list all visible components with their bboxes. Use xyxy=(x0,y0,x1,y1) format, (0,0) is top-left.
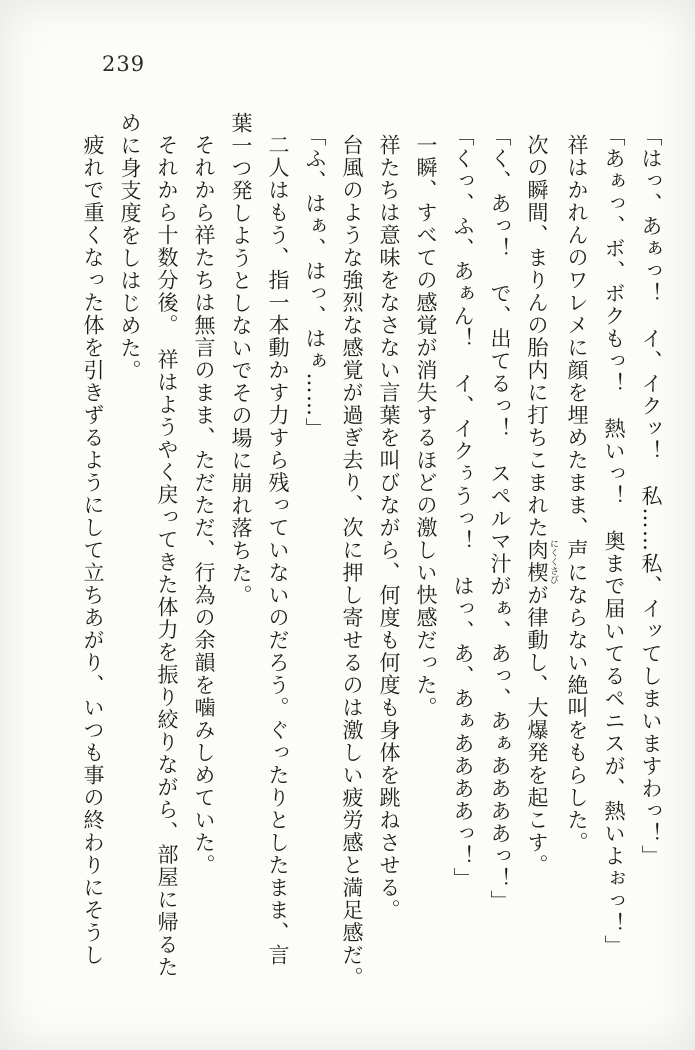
line-text: 疲れで重くなった体を引きずるようにして立ちあがり、いつも事の終わりにそうし xyxy=(81,134,105,967)
line-text: 葉一つ発しようとしないでその場に崩れ落ちた。 xyxy=(229,112,253,607)
line-text: 祥たちは意味をなさない言葉を叫びながら、何度も何度も身体を跳ねさせる。 xyxy=(377,134,401,922)
line-text: 一瞬、すべての感覚が消失するほどの激しい快感だった。 xyxy=(414,134,438,719)
page-number: 239 xyxy=(102,52,146,76)
text-line xyxy=(595,112,632,1018)
ruby-reading: にくくさび xyxy=(548,539,558,584)
text-line xyxy=(185,112,222,1018)
text-line xyxy=(333,112,370,1018)
line-text: めに身支度をしはじめた。 xyxy=(118,112,142,382)
line-text: 「く、あっ！ で、出てるっ！ スペルマ汁がぁ、あっ、あぁああああっ！」 xyxy=(488,125,512,913)
text-line xyxy=(407,112,444,1018)
line-text: 「あぁっ、ボ、ボクもっ！ 熱いっ！ 奥まで届いてるペニスが、熱いよぉっ！」 xyxy=(602,125,626,958)
line-text: 「くっ、ふ、あぁん！ イ、イクぅうっ！ はっ、あ、あぁああああっ！」 xyxy=(451,125,475,890)
line-text: 台風のような強烈な感覚が過ぎ去り、次に押し寄せるのは激しい疲労感と満足感だ。 xyxy=(340,134,364,989)
line-text: 祥はかれんのワレメに顔を埋めたまま、声にならない絶叫をもらした。 xyxy=(565,134,589,854)
text-line xyxy=(148,112,185,1018)
text-line xyxy=(111,112,148,1018)
text-line xyxy=(296,112,333,1018)
text-line xyxy=(74,112,111,1018)
ruby-base: 肉楔 xyxy=(525,539,549,584)
text-line xyxy=(222,112,259,1018)
line-text: 「ふ、はぁ、はっ、はぁ……」 xyxy=(303,125,327,440)
text-line-with-ruby xyxy=(518,112,558,1018)
line-text: それから十数分後。 祥はようやく戻ってきた体力を振り絞りながら、部屋に帰るた xyxy=(155,134,179,979)
text-line xyxy=(481,112,518,1018)
ruby-annotation xyxy=(525,539,558,584)
text-line xyxy=(259,112,296,1018)
line-text: それから祥たちは無言のまま、ただただ、行為の余韻を噛みしめていた。 xyxy=(192,134,216,877)
line-text: 二人はもう、指一本動かす力すら残っていないのだろう。ぐったりとしたまま、言 xyxy=(266,134,290,967)
line-text: 次の瞬間、まりんの胎内に打ちこまれた xyxy=(525,134,549,539)
line-text: 「はっ、あぁっ！ イ、イクッ！ 私……私、イッてしまいますわっ！」 xyxy=(639,125,663,868)
text-line xyxy=(444,112,481,1018)
line-text: が律動し、大爆発を起こす。 xyxy=(525,584,549,877)
text-line xyxy=(370,112,407,1018)
text-line xyxy=(558,112,595,1018)
body-text xyxy=(74,112,669,1018)
text-line xyxy=(632,112,669,1018)
